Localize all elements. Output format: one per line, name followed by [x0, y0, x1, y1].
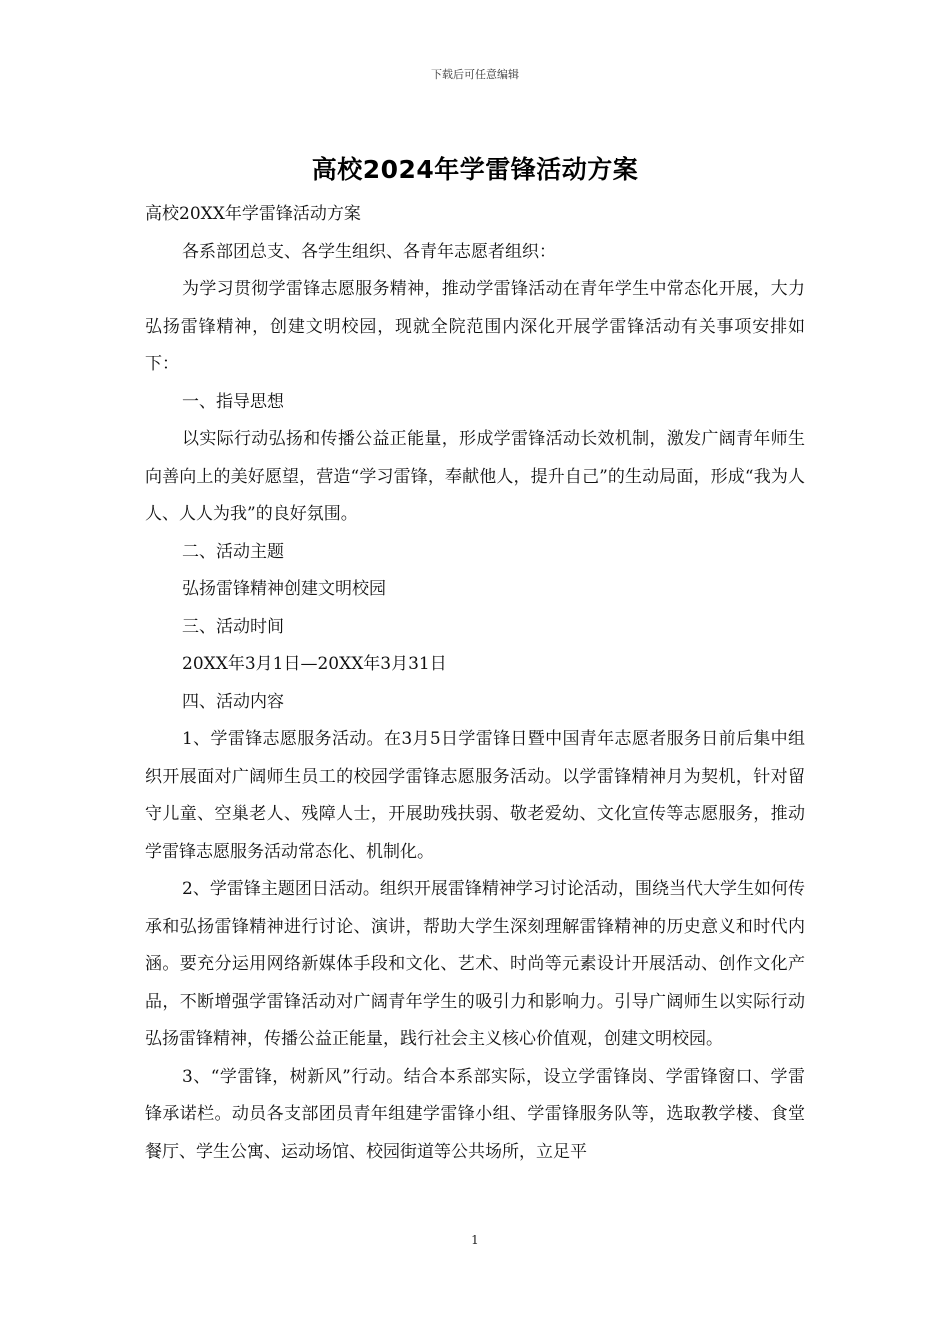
section-text-activity-theme: 弘扬雷锋精神创建文明校园 — [182, 579, 386, 599]
document-body — [145, 196, 805, 1171]
content-item-1: 1、学雷锋志愿服务活动。在3月5日学雷锋日暨中国青年志愿者服务日前后集中组织开展面对广阔师生员工的校园学雷锋志愿服务活动。以学雷锋精神月为契机，针对留守儿童、空巢老人、残障人士，开展助残扶弱、敬老爱幼、文化宣传等志愿服务，推动学雷锋志愿服务活动常态化、机制化。 — [145, 729, 805, 862]
section-text-guiding-thought: 以实际行动弘扬和传播公益正能量，形成学雷锋活动长效机制，激发广阔青年师生向善向上的美好愿望，营造“学习雷锋，奉献他人，提升自己”的生动局面，形成“我为人人、人人为我”的良好氛围。 — [145, 429, 805, 524]
section-heading-activity-content: 四、活动内容 — [182, 691, 284, 712]
content-item-3: 3、“学雷锋，树新风”行动。结合本系部实际，设立学雷锋岗、学雷锋窗口、学雷锋承诺栏。动员各支部团员青年组建学雷锋小组、学雷锋服务队等，选取教学楼、食堂餐厅、学生公寓、运动场馆、校园街道等公共场所，立足平 — [145, 1066, 805, 1162]
header-note: 下载后可任意编辑 — [431, 68, 519, 81]
section-heading-guiding-thought: 一、指导思想 — [182, 391, 284, 412]
section-heading-activity-theme: 二、活动主题 — [182, 541, 284, 562]
intro-paragraph: 为学习贯彻学雷锋志愿服务精神，推动学雷锋活动在青年学生中常态化开展，大力弘扬雷锋精神，创建文明校园，现就全院范围内深化开展学雷锋活动有关事项安排如下： — [145, 279, 805, 374]
content-item-2: 2、学雷锋主题团日活动。组织开展雷锋精神学习讨论活动，围绕当代大学生如何传承和弘扬雷锋精神进行讨论、演讲，帮助大学生深刻理解雷锋精神的历史意义和时代内涵。要充分运用网络新媒体手段和文化、艺术、时尚等元素设计开展活动、创作文化产品，不断增强学雷锋活动对广阔青年学生的吸引力和影响力。引导广阔师生以实际行动弘扬雷锋精神，传播公益正能量，践行社会主义核心价值观，创建文明校园。 — [145, 879, 805, 1049]
section-text-activity-time: 20XX年3月1日—20XX年3月31日 — [182, 654, 447, 674]
page-number: 1 — [471, 1233, 479, 1247]
document-title: 高校2024年学雷锋活动方案 — [311, 155, 639, 184]
addressee: 各系部团总支、各学生组织、各青年志愿者组织： — [182, 241, 556, 262]
section-heading-activity-time: 三、活动时间 — [182, 616, 284, 637]
subtitle: 高校20XX年学雷锋活动方案 — [145, 204, 361, 224]
